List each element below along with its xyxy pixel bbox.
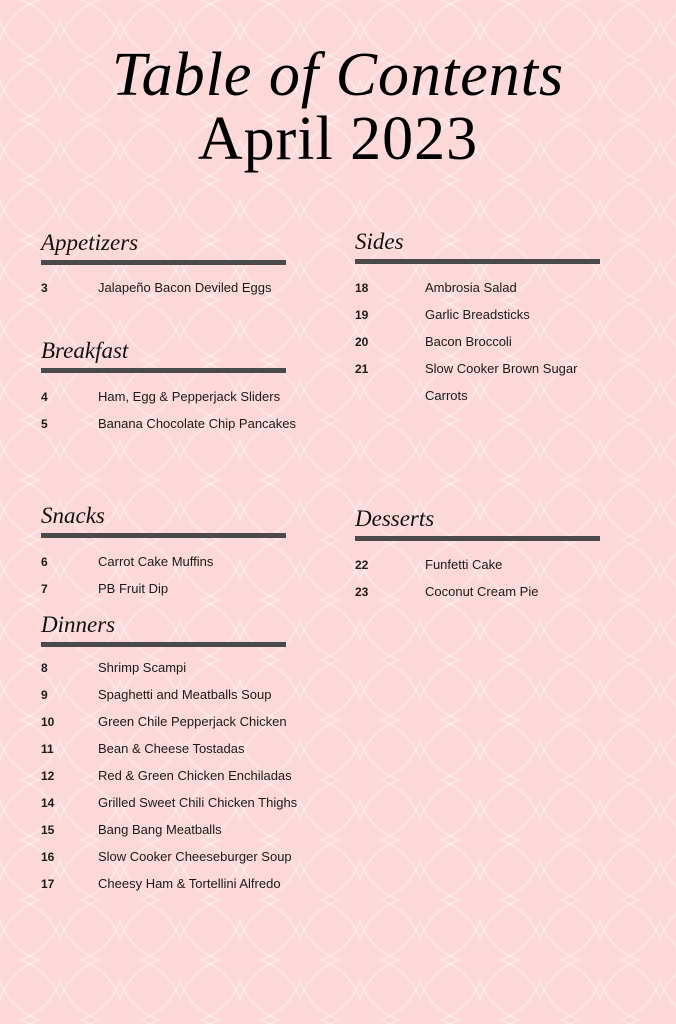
page-number: 23 [355, 585, 369, 599]
entry-list [41, 388, 297, 442]
toc-entry[interactable] [41, 279, 286, 306]
entry-list [355, 556, 600, 610]
recipe-title: Grilled Sweet Chili Chicken Thighs [98, 795, 298, 810]
section-divider [41, 642, 286, 647]
recipe-title: Banana Chocolate Chip Pancakes [98, 416, 297, 431]
page-number: 6 [41, 555, 48, 569]
toc-entry[interactable] [355, 306, 600, 333]
toc-entry[interactable] [41, 415, 297, 442]
section-heading: Dinners [41, 612, 116, 637]
page-number: 7 [41, 582, 48, 596]
recipe-title: Red & Green Chicken Enchiladas [98, 768, 292, 783]
recipe-title: Spaghetti and Meatballs Soup [98, 687, 272, 702]
recipe-title: PB Fruit Dip [98, 581, 169, 596]
page-title: Table of Contents [111, 41, 565, 109]
toc-entry[interactable] [41, 875, 286, 902]
page-number: 19 [355, 308, 369, 322]
page-number: 16 [41, 850, 55, 864]
toc-entry[interactable] [41, 388, 286, 415]
toc-entry[interactable] [41, 821, 286, 848]
toc-entry[interactable] [355, 360, 600, 414]
toc-entry[interactable] [41, 686, 286, 713]
section-heading: Breakfast [41, 338, 129, 363]
recipe-title: Green Chile Pepperjack Chicken [98, 714, 287, 729]
page-number: 3 [41, 281, 48, 295]
recipe-title: Ambrosia Salad [425, 280, 517, 295]
entry-list [41, 553, 286, 607]
entry-list [355, 279, 600, 414]
section-heading: Sides [355, 229, 404, 254]
toc-entry[interactable] [355, 583, 600, 610]
page-number: 15 [41, 823, 55, 837]
recipe-title: Jalapeño Bacon Deviled Eggs [98, 280, 272, 295]
section-snacks [41, 501, 286, 607]
page-number: 12 [41, 769, 55, 783]
page-number: 17 [41, 877, 55, 891]
recipe-title: Carrot Cake Muffins [98, 554, 214, 569]
recipe-title: Garlic Breadsticks [425, 307, 530, 322]
entry-list [41, 279, 286, 306]
page-number: 11 [41, 742, 54, 756]
page-number: 20 [355, 335, 369, 349]
section-dinners [41, 610, 298, 902]
page-subtitle-date: April 2023 [197, 105, 479, 173]
toc-entry[interactable] [41, 794, 298, 821]
page-number: 10 [41, 715, 55, 729]
page-number: 9 [41, 688, 48, 702]
section-heading: Snacks [41, 503, 105, 528]
page-number: 22 [355, 558, 369, 572]
page-number: 4 [41, 390, 48, 404]
recipe-title: Funfetti Cake [425, 557, 503, 572]
section-divider [41, 368, 286, 373]
section-heading: Appetizers [41, 230, 139, 255]
toc-entry[interactable] [41, 713, 286, 740]
toc-entry[interactable] [41, 848, 292, 875]
toc-entry[interactable] [41, 740, 286, 767]
page-number: 8 [41, 661, 48, 675]
section-divider [355, 259, 600, 264]
entry-list [41, 659, 298, 902]
toc-entry[interactable] [41, 553, 286, 580]
page-number: 18 [355, 281, 369, 295]
recipe-title: Bacon Broccoli [425, 334, 512, 349]
toc-entry[interactable] [41, 659, 286, 686]
section-divider [41, 260, 286, 265]
toc-entry[interactable] [355, 556, 600, 583]
toc-entry[interactable] [41, 580, 286, 607]
toc-entry[interactable] [355, 279, 600, 306]
page-number: 21 [355, 362, 369, 376]
page-number: 14 [41, 796, 55, 810]
section-sides [355, 227, 600, 414]
section-heading: Desserts [355, 506, 435, 531]
section-breakfast [41, 336, 297, 442]
toc-entry[interactable] [41, 767, 292, 794]
section-appetizers [41, 228, 286, 306]
recipe-title: Coconut Cream Pie [425, 584, 539, 599]
section-desserts [355, 504, 600, 610]
section-divider [355, 536, 600, 541]
recipe-title: Slow Cooker Cheeseburger Soup [98, 849, 292, 864]
recipe-title: Bean & Cheese Tostadas [98, 741, 245, 756]
recipe-title: Cheesy Ham & Tortellini Alfredo [98, 876, 281, 891]
recipe-title: Bang Bang Meatballs [98, 822, 222, 837]
page-number: 5 [41, 417, 48, 431]
recipe-title: Shrimp Scampi [98, 660, 187, 675]
section-divider [41, 533, 286, 538]
recipe-title: Slow Cooker Brown Sugar Carrots [425, 361, 578, 403]
recipe-title: Ham, Egg & Pepperjack Sliders [98, 389, 281, 404]
